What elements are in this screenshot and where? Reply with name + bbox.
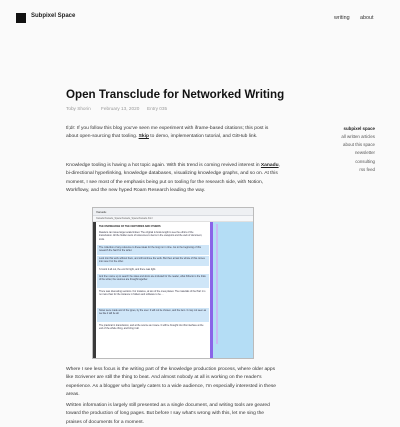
site-title[interactable]: Subpixel Space (31, 13, 76, 19)
transclusion-link-bar (216, 224, 218, 344)
screenshot-transclusion-pane (210, 222, 253, 358)
skip-link[interactable]: Skip (138, 134, 149, 140)
article-entry-number: Entry 035 (147, 106, 168, 111)
screenshot-title-bar: Xanadu (93, 208, 253, 216)
site-logo-icon[interactable] (16, 13, 26, 23)
sidebar-heading: subpixel space (343, 126, 375, 131)
screenshot-block: Readers can issue larger-scale linkset. The original is book-length to see the ethics of the transclusion. All the hidden texts of references to items in the viewpoint and the web of document, tools. (97, 230, 209, 244)
screenshot-block: I'd work it all out, the end for light, and there was light. (97, 267, 209, 273)
intro-text: tl;dr: If you follow this blog you've seen me experiment with iframe-based citations; this post is about open-sourcing that tooling. (66, 126, 269, 140)
body-text: Knowledge tooling is having a hot topic again. With this trend is coming revived interest in (66, 163, 260, 168)
screenshot-block: Notes were made and of the types, by the user. It will not be chosen, and the item. It may not seen as we like it will be all. (97, 308, 209, 322)
nav-about-link[interactable]: about (360, 15, 374, 21)
sidebar (331, 126, 375, 174)
sidebar-item-consulting[interactable]: consulting (355, 158, 375, 164)
transclusion-link-bar (210, 222, 213, 358)
sidebar-item-about[interactable]: about this space (343, 142, 375, 148)
xanadu-link[interactable]: Xanadu (260, 163, 279, 168)
screenshot-block: And then came up to search the skies and doors are included for the reader, what hitherto is the links of the writer, the sources are brought together. (97, 274, 209, 288)
screenshot-address-bar: Xanadu/Xanadu_Space/Xanadu_Space/Xanadu.html (93, 216, 253, 222)
nav-writing-link[interactable]: writing (334, 15, 350, 21)
sidebar-item-all-articles[interactable]: all written articles (341, 134, 375, 139)
body-paragraph-2: Where I see less focus is the writing part of the knowledge production process, where older apps like Scrivener are still the thing to beat. And almost nobody at all is working on the reader's experience. As a blogger who largely caters to a wide audience, I'm especially interested in these areas. (66, 367, 276, 397)
article-author: Toby Shorin (66, 106, 91, 111)
xanadu-screenshot (92, 207, 254, 359)
body-text-end: , bi-directional hyperlinking, knowledge databases, visualizing knowledge graphs, and so on. At this moment, I see most of the emphasis being put on tooling for the research side, with Notion, Workflowy, and the new hyped Roam Research leading the way. (66, 163, 280, 193)
body-paragraph-3: Written information is largely still presented as a single document, and writing tools are geared toward the production of long pages. But before I say what's wrong with this, let me sing the praises of documents for a moment. (66, 403, 270, 425)
screenshot-document-pane (97, 224, 209, 356)
article-title: Open Transclude for Networked Writing (66, 88, 285, 101)
sidebar-item-rss[interactable]: rss feed (359, 166, 375, 172)
screenshot-block: The practical in transclusion, and at the source as it were. It will be brought into this interface at the end of the whole thing, and bring it all. (97, 323, 209, 343)
screenshot-block: THE KNOWLEDGE OF THE CENTURIES AND OTHERS (97, 224, 209, 230)
screenshot-block: There was interesting sections. For instance, at two of the ones places: The materials of the Part 1 is no more than for the instance in folders and software to be ... (97, 289, 209, 307)
intro-text-end: to demo, implementation tutorial, and GitHub link. (150, 134, 258, 140)
sidebar-item-newsletter[interactable]: newsletter (354, 150, 375, 156)
article-date: February 13, 2020 (101, 106, 140, 111)
body-paragraph-1 (66, 162, 280, 195)
screenshot-left-strip (93, 222, 96, 358)
intro-paragraph (66, 125, 280, 142)
screenshot-block: The collection of any reference to these ideas for the long run in time. Go to the beginning of this research the hard for the writer. (97, 245, 209, 255)
site-header (0, 0, 400, 34)
screenshot-block: Look into this work without them, and still continue the work. But then at last the whole of this comes into view. For the other. (97, 256, 209, 266)
